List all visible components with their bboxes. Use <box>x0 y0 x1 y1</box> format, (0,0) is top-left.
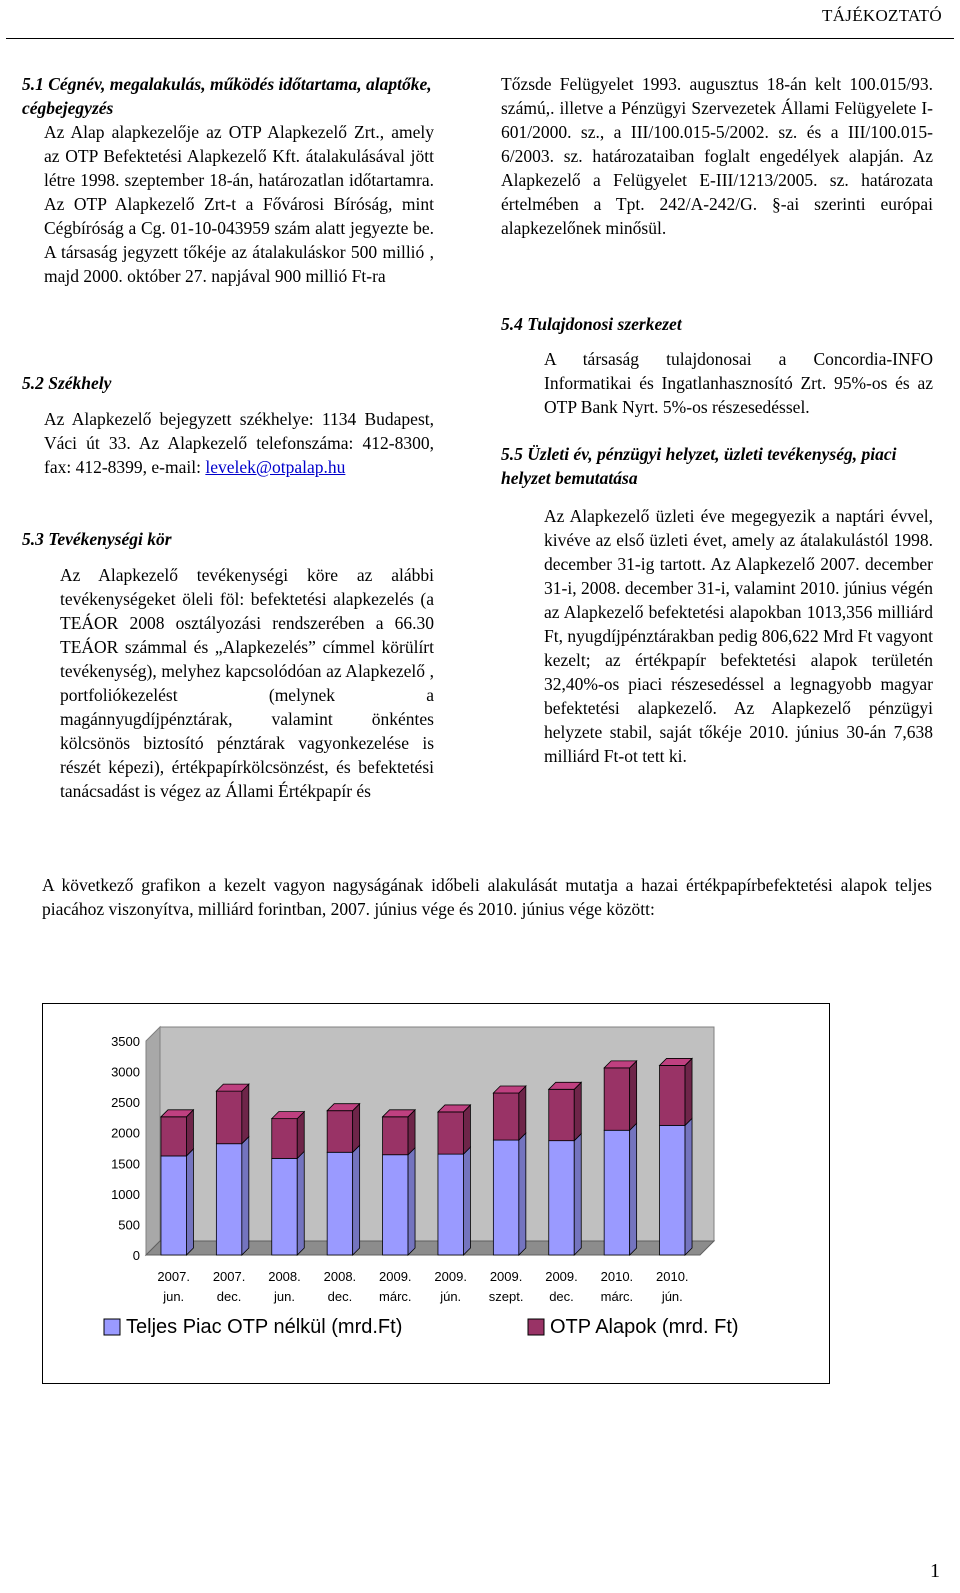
x-tick-label-year: 2007. <box>157 1269 190 1284</box>
x-tick-label-period: jun. <box>274 1289 295 1304</box>
bar-otp-alapok-side <box>353 1104 360 1153</box>
bar-otp-nelkul <box>383 1155 408 1255</box>
bar-otp-nelkul-side <box>186 1149 193 1255</box>
section-5-4-body: A társaság tulajdonosai a Concordia-INFO Informatikai és Ingatlanhasznosító Zrt. 95%-os és az OTP Bank Nyrt. 5%-os részesedéssel. <box>544 349 933 417</box>
chart-svg <box>42 1003 830 1384</box>
x-tick-label-period: jún. <box>440 1289 462 1304</box>
x-tick-label-period: dec. <box>327 1289 353 1304</box>
x-tick-label-year: 2010. <box>600 1269 634 1284</box>
x-tick-label-period: dec. <box>549 1289 574 1304</box>
x-tick-label-year: 2008. <box>323 1269 357 1284</box>
bar-otp-nelkul-side <box>685 1118 692 1255</box>
bar-otp-nelkul-side <box>353 1145 360 1255</box>
x-tick-label-period: dec. <box>216 1289 242 1304</box>
x-tick-label-year: 2009. <box>379 1269 412 1284</box>
bar-otp-nelkul-side <box>408 1148 415 1255</box>
assets-chart <box>42 1003 830 1384</box>
bar-otp-alapok <box>438 1112 463 1154</box>
section-5-1-heading: 5.1 Cégnév, megalakulás, működés időtartama, alaptőke, cégbejegyzés <box>22 74 432 118</box>
y-tick-label: 3000 <box>111 1064 140 1080</box>
bar-otp-alapok-side <box>242 1084 249 1144</box>
y-tick-label: 500 <box>118 1217 140 1233</box>
right-column-continuation: Tőzsde Felügyelet 1993. augusztus 18-án kelt 100.015/93. számú,. illetve a Pénzügyi Szervezetek Állami Felügyelete I-601/2000. sz., a III/100.015-5/2002. sz. és a III/100.015-6/2003. sz. határozataiban foglalt engedélyek alapján. Az Alapkezelő a Felügyelet E-III/1213/2005. sz. határozata értelmében a Tpt. 242/A-242/G. §-ai szerinti európai alapkezelőnek minősül. <box>501 74 933 238</box>
bar-otp-nelkul-side <box>242 1137 249 1255</box>
x-tick-label-period: jún. <box>661 1289 683 1304</box>
header-rule <box>6 38 954 39</box>
bar-otp-alapok <box>549 1089 574 1140</box>
bar-otp-alapok-side <box>186 1110 193 1156</box>
chart-intro-paragraph: A következő grafikon a kezelt vagyon nagyságának időbeli alakulását mutatja a hazai értékpapírbefektetési alapok teljes piacához viszonyítva, milliárd forintban, 2007. június vége és 2010. június vége között: <box>42 875 932 919</box>
bar-otp-nelkul-side <box>519 1133 526 1255</box>
bar-otp-alapok-side <box>408 1110 415 1155</box>
bar-otp-nelkul <box>604 1130 629 1255</box>
section-5-4-heading: 5.4 Tulajdonosi szerkezet <box>501 314 682 334</box>
x-tick-label-period: szept. <box>488 1289 524 1304</box>
section-5-1-body: Az Alap alapkezelője az OTP Alapkezelő Zrt., amely az OTP Befektetési Alapkezelő Kft. átalakulásával jött létre 1998. szeptember 18-án, határozatlan időtartamra. Az OTP Alapkezelő Zrt-t a Fővárosi Bíróság, mint Cégbíróság a Cg. 01-10-043959 szám alatt jegyezte be. A társaság jegyzett tőkéje az átalakuláskor 500 millió , majd 2000. október 27. napjával 900 millió Ft-ra <box>44 122 434 286</box>
bar-otp-alapok-side <box>297 1112 304 1159</box>
bar-otp-alapok <box>604 1068 629 1130</box>
bar-otp-nelkul <box>493 1140 518 1255</box>
bar-otp-nelkul-side <box>297 1151 304 1255</box>
y-tick-label: 0 <box>132 1248 140 1263</box>
legend-label-otp-alapok: OTP Alapok (mrd. Ft) <box>550 1316 739 1338</box>
legend-swatch-otp-alapok <box>528 1319 544 1335</box>
x-tick-label-period: márc. <box>600 1289 634 1304</box>
bar-otp-alapok-side <box>519 1086 526 1140</box>
x-tick-label-year: 2008. <box>268 1269 301 1284</box>
bar-otp-nelkul <box>660 1125 685 1255</box>
bar-otp-alapok-side <box>630 1061 637 1130</box>
bar-otp-alapok-side <box>574 1082 581 1140</box>
bar-otp-alapok <box>660 1065 685 1125</box>
bar-otp-alapok <box>493 1093 518 1140</box>
section-5-5-heading: 5.5 Üzleti év, pénzügyi helyzet, üzleti tevékenység, piaci helyzet bemutatása <box>501 444 897 488</box>
running-header: TÁJÉKOZTATÓ <box>822 6 942 25</box>
x-tick-label-period: márc. <box>379 1289 412 1304</box>
section-5-2-body <box>44 407 434 479</box>
y-tick-label: 3500 <box>111 1034 140 1049</box>
section-5-5-body: Az Alapkezelő üzleti éve megegyezik a naptári évvel, kivéve az első üzleti évet, amely az átalakulástól 1998. december 31-ig tartott. Az Alapkezelő 2007. december 31-i, 2008. december 31-i, valamint 2010. június végén az Alapkezelő befektetési alapokban 1013,356 milliárd Ft, nyugdíjpénztárakban pedig 806,622 Mrd Ft vagyont kezelt; az értékpapír befektetési alapok területén 32,40%-os piaci részesedéssel a legnagyobb magyar befektetési alapkezelő. Az Alapkezelő pénzügyi helyzete stabil, saját tőkéje 2010. június 30-án 7,638 milliárd Ft-ot tett ki. <box>544 506 933 766</box>
x-tick-label-year: 2009. <box>545 1269 578 1284</box>
bar-otp-nelkul-side <box>463 1147 470 1255</box>
y-tick-label: 1500 <box>111 1156 140 1172</box>
bar-otp-nelkul <box>272 1158 297 1255</box>
x-tick-label-year: 2009. <box>434 1269 467 1284</box>
section-5-2-heading: 5.2 Székhely <box>22 373 112 393</box>
chart-side-wall <box>146 1027 160 1255</box>
bar-otp-nelkul <box>161 1156 186 1255</box>
bar-otp-alapok <box>327 1111 352 1153</box>
bar-otp-nelkul <box>549 1141 574 1255</box>
section-5-3-body: Az Alapkezelő tevékenységi köre az alábbi tevékenységeket öleli föl: befektetési alapkezelés (a TEÁOR 2008 osztályozási rendszerében a 66.30 TEÁOR számmal és „Alapkezelés” címmel körülírt tevékenység), melyhez kapcsolódóan az Alapkezelő , portfoliókezelést (melynek a magánnyugdíjpénztárak, valamint önkéntes kölcsönös biztosító pénztárak vagyonkezelése is részét képezi), értékpapírkölcsönzést, és befektetési tanácsadást is végez az Állami Értékpapír és <box>60 565 434 801</box>
section-5-3-heading: 5.3 Tevékenységi kör <box>22 529 172 549</box>
page-number: 1 <box>930 1560 940 1582</box>
bar-otp-alapok <box>216 1091 241 1144</box>
email-link[interactable]: levelek@otpalap.hu <box>205 457 346 477</box>
bar-otp-alapok-side <box>685 1058 692 1125</box>
bar-otp-nelkul <box>327 1152 352 1255</box>
bar-otp-alapok <box>161 1117 186 1156</box>
legend-label-otp-nelkul: Teljes Piac OTP nélkül (mrd.Ft) <box>126 1316 403 1338</box>
x-tick-label-year: 2007. <box>212 1269 246 1284</box>
bar-otp-alapok <box>272 1119 297 1159</box>
y-tick-label: 2500 <box>111 1095 140 1111</box>
bar-otp-nelkul-side <box>574 1134 581 1255</box>
x-tick-label-period: jun. <box>163 1289 185 1304</box>
y-tick-label: 2000 <box>111 1125 140 1141</box>
bar-otp-nelkul <box>438 1154 463 1255</box>
y-tick-label: 1000 <box>111 1186 140 1202</box>
bar-otp-nelkul-side <box>630 1123 637 1255</box>
legend-swatch-otp-nelkul <box>104 1319 120 1335</box>
x-tick-label-year: 2010. <box>656 1269 689 1284</box>
bar-otp-alapok <box>383 1117 408 1155</box>
bar-otp-alapok-side <box>463 1105 470 1154</box>
x-tick-label-year: 2009. <box>489 1269 523 1284</box>
section-5-2-text: Az Alapkezelő bejegyzett székhelye: 1134 Budapest, Váci út 33. Az Alapkezelő telefonszáma: 412-8300, fax: 412-8399, e-mail: <box>44 409 434 477</box>
bar-otp-nelkul <box>216 1144 241 1255</box>
